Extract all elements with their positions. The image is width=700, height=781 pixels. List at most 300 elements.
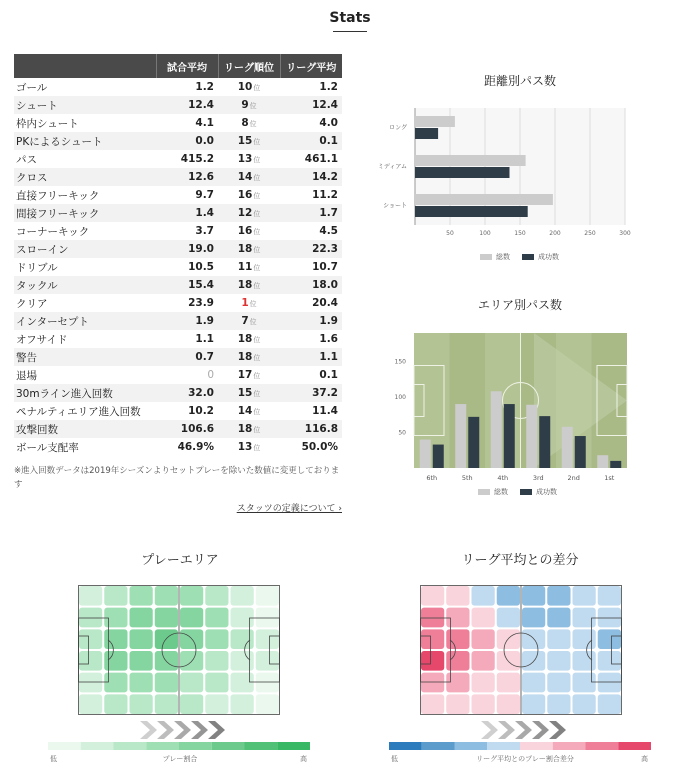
heatmap-cell	[130, 673, 153, 693]
stat-average: 3.7	[195, 225, 214, 237]
category-label: 6th	[426, 474, 438, 482]
rank-value: 12	[237, 207, 253, 219]
scale-mid-label: プレー割合	[162, 755, 198, 763]
heatmap-cell	[155, 694, 178, 714]
heatmap-cell	[205, 629, 228, 649]
rank-value: 18	[237, 333, 253, 345]
stat-league-average: 12.4	[280, 96, 342, 114]
stat-average: 1.4	[156, 204, 218, 222]
heatmap-cell	[598, 629, 621, 649]
stat-label: 直接フリーキック	[16, 189, 100, 202]
stat-league-average: 0.1	[280, 132, 342, 150]
scale-segment	[245, 742, 278, 750]
stat-average: 0.7	[156, 348, 218, 366]
chevron-right-icon	[549, 721, 566, 739]
heatmap-cell	[421, 651, 444, 671]
table-row	[14, 384, 342, 402]
stat-average: 12.6	[156, 168, 218, 186]
rank-value: 11	[237, 261, 253, 273]
heatmap-cell	[231, 586, 254, 606]
category-label: ロング	[389, 124, 407, 132]
legend-swatch-success	[520, 489, 532, 495]
rank-value: 1	[241, 297, 249, 309]
rank-value: 14	[237, 405, 253, 417]
table-row	[14, 186, 342, 204]
scale-segment	[212, 742, 245, 750]
stats-table	[14, 54, 342, 456]
x-tick-label: 100	[479, 230, 491, 237]
heatmap-cell	[446, 629, 469, 649]
heatmap-cell	[130, 586, 153, 606]
heatmap-cell	[79, 673, 102, 693]
heatmap-cell	[104, 651, 127, 671]
stat-league-average: 11.2	[312, 189, 338, 201]
bar-success	[539, 416, 550, 468]
stat-league-average: 1.1	[280, 348, 342, 366]
heatmap-cell	[104, 608, 127, 628]
legend-label-total: 総数	[496, 253, 510, 261]
stat-label: 警告	[14, 348, 156, 366]
heatmap-cell	[547, 673, 570, 693]
table-row	[14, 132, 342, 150]
rank-unit: 位	[253, 444, 261, 452]
stat-average: 19.0	[156, 240, 218, 258]
heatmap-cell	[180, 673, 203, 693]
stat-league-average: 461.1	[304, 153, 338, 165]
bar-success	[504, 404, 515, 468]
rank-value: 18	[237, 279, 253, 291]
stat-rank	[218, 366, 280, 384]
stat-label: 間接フリーキック	[14, 204, 156, 222]
stat-average: 4.1	[195, 117, 214, 129]
chevron-right-icon	[498, 721, 515, 739]
bar-total	[491, 391, 502, 468]
table-row	[14, 276, 342, 294]
stat-league-average: 20.4	[312, 297, 338, 309]
heatmap-cell	[497, 673, 520, 693]
heatmap-cell	[598, 608, 621, 628]
table-row	[14, 420, 342, 438]
chevron-right-icon	[157, 721, 174, 739]
stat-label: タックル	[14, 276, 156, 294]
heatmap-cell	[573, 629, 596, 649]
heatmap-cell	[421, 673, 444, 693]
header-cell: リーグ平均	[280, 54, 342, 78]
table-row	[14, 168, 342, 186]
y-tick-label: 150	[394, 358, 406, 366]
table-row	[14, 348, 342, 366]
scale-segment	[586, 742, 619, 750]
heatmap-cell	[522, 673, 545, 693]
stat-label: クリア	[16, 297, 48, 310]
stat-average: 1.1	[195, 333, 214, 345]
bar-success	[433, 445, 444, 468]
stat-label: コーナーキック	[16, 225, 90, 238]
heatmap-cell	[472, 608, 495, 628]
legend-label-success: 成功数	[538, 253, 559, 261]
table-row	[14, 222, 342, 240]
heatmap-cell	[256, 608, 279, 628]
rank-value: 13	[237, 441, 253, 453]
heatmap-cell	[598, 651, 621, 671]
heatmap-cell	[573, 694, 596, 714]
definition-link[interactable]: スタッツの定義について ›	[236, 504, 342, 514]
heatmap-cell	[79, 608, 102, 628]
heatmap-cell	[104, 586, 127, 606]
heatmap-cell	[497, 694, 520, 714]
rank-unit: 位	[253, 174, 261, 182]
heatmap-cell	[155, 608, 178, 628]
stat-league-average: 10.7	[312, 261, 338, 273]
bar-total	[597, 455, 608, 468]
rank-value: 15	[237, 387, 253, 399]
x-tick-label: 300	[619, 230, 631, 237]
area-chart-title: エリア別パス数	[477, 298, 562, 312]
stat-label: ドリブル	[16, 261, 58, 274]
stat-label: ゴール	[16, 81, 48, 94]
heatmap-cell	[472, 694, 495, 714]
table-row	[14, 366, 342, 384]
heatmap-cell	[256, 673, 279, 693]
rank-value: 16	[237, 189, 253, 201]
heatmap-cell	[205, 586, 228, 606]
play-area-heatmap	[78, 585, 280, 715]
heatmap-cell	[180, 608, 203, 628]
distance-chart-legend	[480, 252, 559, 262]
heatmap-cell	[522, 586, 545, 606]
x-tick-label: 250	[584, 230, 596, 237]
rank-value: 7	[241, 315, 249, 327]
table-row	[14, 78, 342, 96]
heatmap-cell	[497, 586, 520, 606]
heatmap-cell	[205, 694, 228, 714]
heatmap-cell	[522, 694, 545, 714]
scale-segment	[114, 742, 147, 750]
heatmap-cell	[155, 586, 178, 606]
rank-unit: 位	[249, 120, 257, 128]
heatmap-cell	[421, 586, 444, 606]
stat-average: 46.9%	[177, 441, 214, 453]
chevron-right-icon	[191, 721, 208, 739]
page-title: Stats	[329, 10, 371, 26]
header-cell: リーグ順位	[218, 54, 280, 78]
heatmap-cell	[421, 608, 444, 628]
heatmap-cell	[547, 694, 570, 714]
heatmap-cell	[598, 586, 621, 606]
heatmap-cell	[547, 629, 570, 649]
heatmap-cell	[231, 629, 254, 649]
attack-direction-arrows	[477, 719, 567, 741]
heatmap-cell	[547, 608, 570, 628]
heatmap-cell	[446, 673, 469, 693]
diff-area-title: リーグ平均との差分	[461, 553, 579, 568]
category-label: 2nd	[567, 474, 580, 482]
stat-league-average: 1.2	[319, 81, 338, 93]
scale-low-label: 低	[50, 755, 57, 763]
table-row	[14, 312, 342, 330]
stat-rank	[218, 384, 280, 402]
stat-rank	[218, 420, 280, 438]
heatmap-cell	[231, 673, 254, 693]
bar-success	[415, 167, 510, 178]
scale-segment	[618, 742, 651, 750]
heatmap-cell	[446, 608, 469, 628]
chevron-right-icon	[208, 721, 225, 739]
rank-unit: 位	[253, 408, 261, 416]
stat-league-average: 116.8	[280, 420, 342, 438]
legend-label-success: 成功数	[536, 488, 557, 496]
rank-unit: 位	[253, 156, 261, 164]
distance-chart-title: 距離別パス数	[483, 74, 556, 88]
diff-area-heatmap	[420, 585, 622, 715]
stat-average: 106.6	[156, 420, 218, 438]
bar-success	[415, 206, 528, 217]
y-tick-label: 100	[394, 393, 406, 401]
chevron-right-icon	[174, 721, 191, 739]
scale-segment	[487, 742, 520, 750]
rank-unit: 位	[253, 426, 261, 434]
scale-segment	[422, 742, 455, 750]
rank-unit: 位	[253, 246, 261, 254]
table-row	[14, 114, 342, 132]
category-label: 4th	[497, 474, 509, 482]
header-cell	[14, 54, 156, 78]
stat-average: 15.4	[156, 276, 218, 294]
stat-league-average: 50.0%	[301, 441, 338, 453]
stat-league-average: 1.7	[280, 204, 342, 222]
heatmap-cell	[256, 629, 279, 649]
stat-rank	[218, 348, 280, 366]
heatmap-cell	[231, 694, 254, 714]
heatmap-cell	[79, 629, 102, 649]
legend-swatch-total	[480, 254, 492, 260]
bar-total	[415, 194, 553, 205]
stat-rank	[218, 150, 280, 168]
bar-success	[415, 128, 438, 139]
scale-segment	[48, 742, 81, 750]
stat-rank	[218, 438, 280, 456]
stat-league-average: 4.0	[319, 117, 338, 129]
rank-unit: 位	[253, 354, 261, 362]
title-underline	[333, 31, 367, 32]
scale-segment	[455, 742, 488, 750]
heatmap-cell	[446, 651, 469, 671]
rank-unit: 位	[249, 318, 257, 326]
legend-label-total: 総数	[494, 488, 508, 496]
stat-league-average: 0.1	[319, 369, 338, 381]
rank-value: 10	[237, 81, 253, 93]
chevron-right-icon	[515, 721, 532, 739]
heatmap-cell	[472, 586, 495, 606]
heatmap-cell	[573, 673, 596, 693]
rank-value: 18	[237, 243, 253, 255]
rank-value: 14	[237, 171, 253, 183]
rank-value: 18	[237, 423, 253, 435]
area-chart-legend	[478, 487, 557, 497]
category-label: 5th	[461, 474, 473, 482]
table-row	[14, 240, 342, 258]
heatmap-cell	[79, 694, 102, 714]
stat-rank	[218, 312, 280, 330]
rank-value: 15	[237, 135, 253, 147]
stat-label: ペナルティエリア進入回数	[16, 405, 141, 418]
rank-unit: 位	[253, 390, 261, 398]
heatmap-cell	[79, 586, 102, 606]
heatmap-cell	[104, 673, 127, 693]
scale-high-label: 高	[300, 755, 307, 763]
heatmap-cell	[104, 694, 127, 714]
heatmap-cell	[547, 586, 570, 606]
stat-average: 23.9	[188, 297, 214, 309]
rank-unit: 位	[249, 102, 257, 110]
chevron-right-icon	[140, 721, 157, 739]
table-row	[14, 258, 342, 276]
heatmap-cell	[104, 629, 127, 649]
stat-league-average: 11.4	[312, 405, 338, 417]
heatmap-cell	[472, 629, 495, 649]
scale-segment	[553, 742, 586, 750]
bar-total	[420, 440, 431, 468]
stat-league-average: 1.9	[280, 312, 342, 330]
bar-total	[415, 155, 526, 166]
stat-league-average: 14.2	[280, 168, 342, 186]
heatmap-cell	[421, 629, 444, 649]
stat-label: シュート	[14, 96, 156, 114]
header-cell: 試合平均	[156, 54, 218, 78]
heatmap-cell	[497, 608, 520, 628]
heatmap-cell	[547, 651, 570, 671]
diff-area-scale	[389, 742, 651, 750]
heatmap-cell	[180, 694, 203, 714]
stat-average: 415.2	[180, 153, 214, 165]
stat-average: 12.4	[156, 96, 218, 114]
table-row	[14, 438, 342, 456]
stat-label: 退場	[16, 369, 37, 382]
stat-league-average: 4.5	[319, 225, 338, 237]
bar-total	[526, 405, 537, 468]
legend-swatch-total	[478, 489, 490, 495]
rank-unit: 位	[253, 210, 261, 218]
stat-average: 9.7	[195, 189, 214, 201]
category-label: 1st	[604, 474, 615, 482]
heatmap-cell	[256, 586, 279, 606]
play-area-scale	[48, 742, 310, 750]
category-label: 3rd	[532, 474, 544, 482]
heatmap-cell	[446, 694, 469, 714]
stat-league-average: 18.0	[280, 276, 342, 294]
data-note: ※進入回数データは2019年シーズンよりセットプレーを除いた数値に変更しております	[14, 466, 340, 490]
rank-value: 16	[237, 225, 253, 237]
heatmap-cell	[446, 586, 469, 606]
stat-rank	[218, 186, 280, 204]
stat-label: オフサイド	[16, 333, 68, 346]
stat-average: 0	[207, 369, 214, 381]
x-tick-label: 200	[549, 230, 561, 237]
rank-unit: 位	[253, 192, 261, 200]
heatmap-cell	[79, 651, 102, 671]
heatmap-cell	[472, 651, 495, 671]
play-area-title: プレーエリア	[141, 553, 219, 568]
heatmap-cell	[130, 694, 153, 714]
stat-rank	[218, 132, 280, 150]
stat-rank	[218, 294, 280, 312]
stat-rank	[218, 258, 280, 276]
stat-average: 10.2	[188, 405, 214, 417]
scale-segment	[179, 742, 212, 750]
heatmap-cell	[130, 629, 153, 649]
heatmap-cell	[573, 651, 596, 671]
definition-link-label[interactable]: スタッツの定義について	[236, 504, 336, 514]
scale-high-label: 高	[641, 755, 648, 763]
category-label: ショート	[383, 202, 407, 210]
table-row	[14, 204, 342, 222]
heatmap-cell	[180, 586, 203, 606]
heatmap-cell	[256, 651, 279, 671]
rank-unit: 位	[249, 300, 257, 308]
scale-segment	[520, 742, 553, 750]
table-row	[14, 150, 342, 168]
stat-label: インターセプト	[14, 312, 156, 330]
heatmap-cell	[522, 608, 545, 628]
heatmap-cell	[205, 608, 228, 628]
heatmap-cell	[130, 608, 153, 628]
rank-unit: 位	[253, 336, 261, 344]
stat-rank	[218, 222, 280, 240]
stat-label: 30mライン進入回数	[14, 384, 156, 402]
stat-rank	[218, 168, 280, 186]
stat-label: スローイン	[14, 240, 156, 258]
table-row	[14, 330, 342, 348]
stat-rank	[218, 240, 280, 258]
stat-label: 枠内シュート	[16, 117, 79, 130]
stat-league-average: 37.2	[280, 384, 342, 402]
heatmap-cell	[130, 651, 153, 671]
heatmap-cell	[231, 608, 254, 628]
x-tick-label: 150	[514, 230, 526, 237]
stat-label: PKによるシュート	[14, 132, 156, 150]
heatmap-cell	[598, 673, 621, 693]
scale-segment	[277, 742, 310, 750]
heatmap-cell	[155, 673, 178, 693]
stat-rank	[218, 204, 280, 222]
stat-rank	[218, 78, 280, 96]
table-row	[14, 294, 342, 312]
table-header	[14, 54, 342, 78]
rank-value: 9	[241, 99, 249, 111]
heatmap-cell	[205, 673, 228, 693]
scale-segment	[81, 742, 114, 750]
chevron-right-icon	[532, 721, 549, 739]
table-row	[14, 402, 342, 420]
heatmap-cell	[573, 608, 596, 628]
stat-label: 攻撃回数	[14, 420, 156, 438]
heatmap-cell	[472, 673, 495, 693]
y-tick-label: 50	[398, 429, 406, 437]
stat-label: ボール支配率	[16, 441, 79, 454]
stat-average: 10.5	[188, 261, 214, 273]
scale-mid-label: リーグ平均とのプレー割合差分	[476, 755, 574, 763]
stat-average: 0.0	[156, 132, 218, 150]
rank-unit: 位	[253, 138, 261, 146]
stat-rank	[218, 96, 280, 114]
stat-average: 32.0	[156, 384, 218, 402]
rank-value: 13	[237, 153, 253, 165]
stat-rank	[218, 330, 280, 348]
rank-value: 17	[237, 369, 253, 381]
bar-total	[562, 427, 573, 468]
bar-success	[575, 436, 586, 468]
heatmap-cell	[205, 651, 228, 671]
